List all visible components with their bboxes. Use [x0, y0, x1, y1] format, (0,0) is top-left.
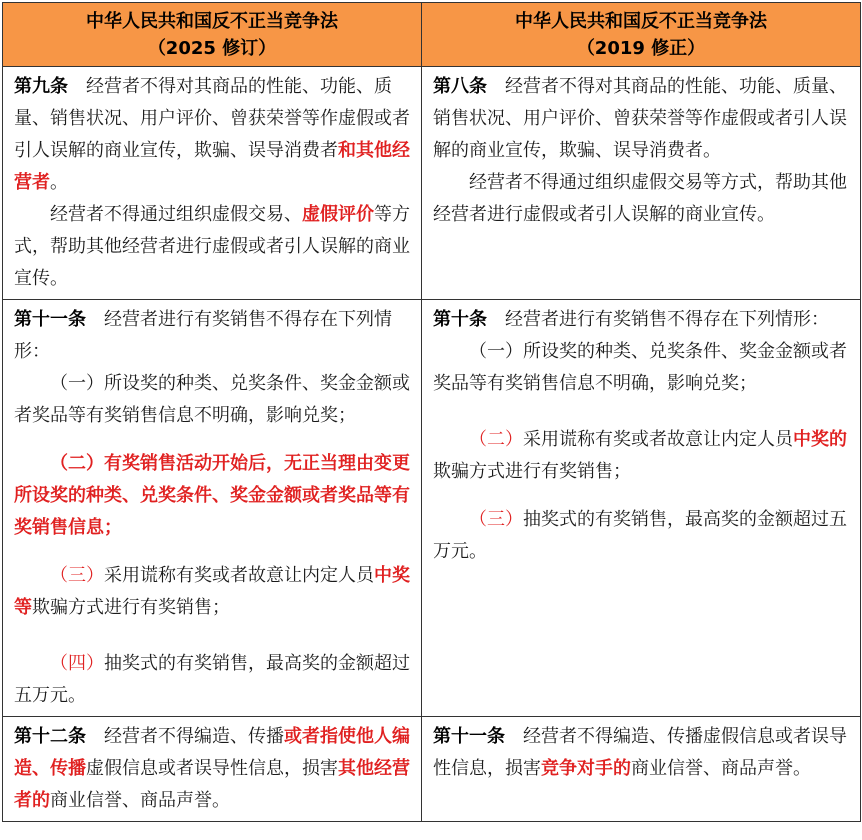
added-text: 虚假评价	[302, 204, 374, 225]
header-2025-title: 中华人民共和国反不正当竞争法	[86, 10, 338, 32]
para: 第十一条 经营者不得编造、传播虚假信息或者误导性信息，损害竞争对手的商业信誉、商品声誉。	[433, 726, 847, 779]
added-text: 竞争对手的	[541, 758, 631, 779]
article-row-false-advertising	[3, 67, 861, 300]
header-row	[3, 3, 861, 67]
list-item: （三）抽奖式的有奖销售，最高奖的金额超过五万元。	[433, 509, 847, 562]
header-2019-version: （2019 修正）	[576, 37, 706, 59]
added-text: 中奖的	[793, 429, 847, 450]
header-2025	[3, 3, 422, 67]
para: 第十一条 经营者进行有奖销售不得存在下列情形：	[14, 309, 392, 362]
added-text: 或者指使他人编造、传播	[14, 726, 410, 779]
list-item: （三）采用谎称有奖或者故意让内定人员中奖等欺骗方式进行有奖销售；	[14, 565, 410, 618]
law-comparison-table	[2, 2, 861, 822]
article-number: 第十一条	[14, 309, 86, 330]
added-text: 其他经营者的	[14, 758, 410, 811]
added-text: 和其他经营者	[14, 140, 410, 193]
article-row-commercial-defamation	[3, 717, 861, 822]
cell-2019-art11	[422, 717, 861, 822]
para: 第十二条 经营者不得编造、传播或者指使他人编造、传播虚假信息或者误导性信息，损害其他经营者的商业信誉、商品声誉。	[14, 726, 410, 811]
cell-2025-art9	[3, 67, 422, 300]
article-row-prize-sales	[3, 300, 861, 717]
para: 经营者不得通过组织虚假交易等方式，帮助其他经营者进行虚假或者引人误解的商业宣传。	[433, 172, 847, 225]
list-item: （一）所设奖的种类、兑奖条件、奖金金额或者奖品等有奖销售信息不明确，影响兑奖；	[14, 373, 410, 426]
list-item: （一）所设奖的种类、兑奖条件、奖金金额或者奖品等有奖销售信息不明确，影响兑奖；	[433, 341, 847, 394]
list-item: （二）采用谎称有奖或者故意让内定人员中奖的欺骗方式进行有奖销售；	[433, 429, 847, 482]
article-number: 第十条	[433, 309, 487, 330]
cell-2019-art10	[422, 300, 861, 717]
header-2019-title: 中华人民共和国反不正当竞争法	[515, 10, 767, 32]
header-2019	[422, 3, 861, 67]
cell-2025-art11	[3, 300, 422, 717]
para: 第九条 经营者不得对其商品的性能、功能、质量、销售状况、用户评价、曾获荣誉等作虚假或者引人误解的商业宣传，欺骗、误导消费者和其他经营者。	[14, 76, 410, 193]
added-text: 中奖等	[14, 565, 410, 618]
article-number: 第八条	[433, 76, 487, 97]
cell-2025-art12	[3, 717, 422, 822]
para: 经营者不得通过组织虚假交易、虚假评价等方式，帮助其他经营者进行虚假或者引人误解的商业宣传。	[14, 204, 410, 289]
para: 第八条 经营者不得对其商品的性能、功能、质量、销售状况、用户评价、曾获荣誉等作虚假或者引人误解的商业宣传，欺骗、误导消费者。	[433, 76, 847, 161]
para: 第十条 经营者进行有奖销售不得存在下列情形：	[433, 309, 829, 330]
article-number: 第九条	[14, 76, 68, 97]
header-2025-version: （2025 修订）	[147, 37, 277, 59]
article-number: 第十二条	[14, 726, 86, 747]
article-number: 第十一条	[433, 726, 505, 747]
list-item-added: （二）有奖销售活动开始后，无正当理由变更所设奖的种类、兑奖条件、奖金金额或者奖品等有奖销售信息；	[14, 453, 410, 538]
list-item: （四）抽奖式的有奖销售，最高奖的金额超过五万元。	[14, 653, 410, 706]
cell-2019-art8	[422, 67, 861, 300]
